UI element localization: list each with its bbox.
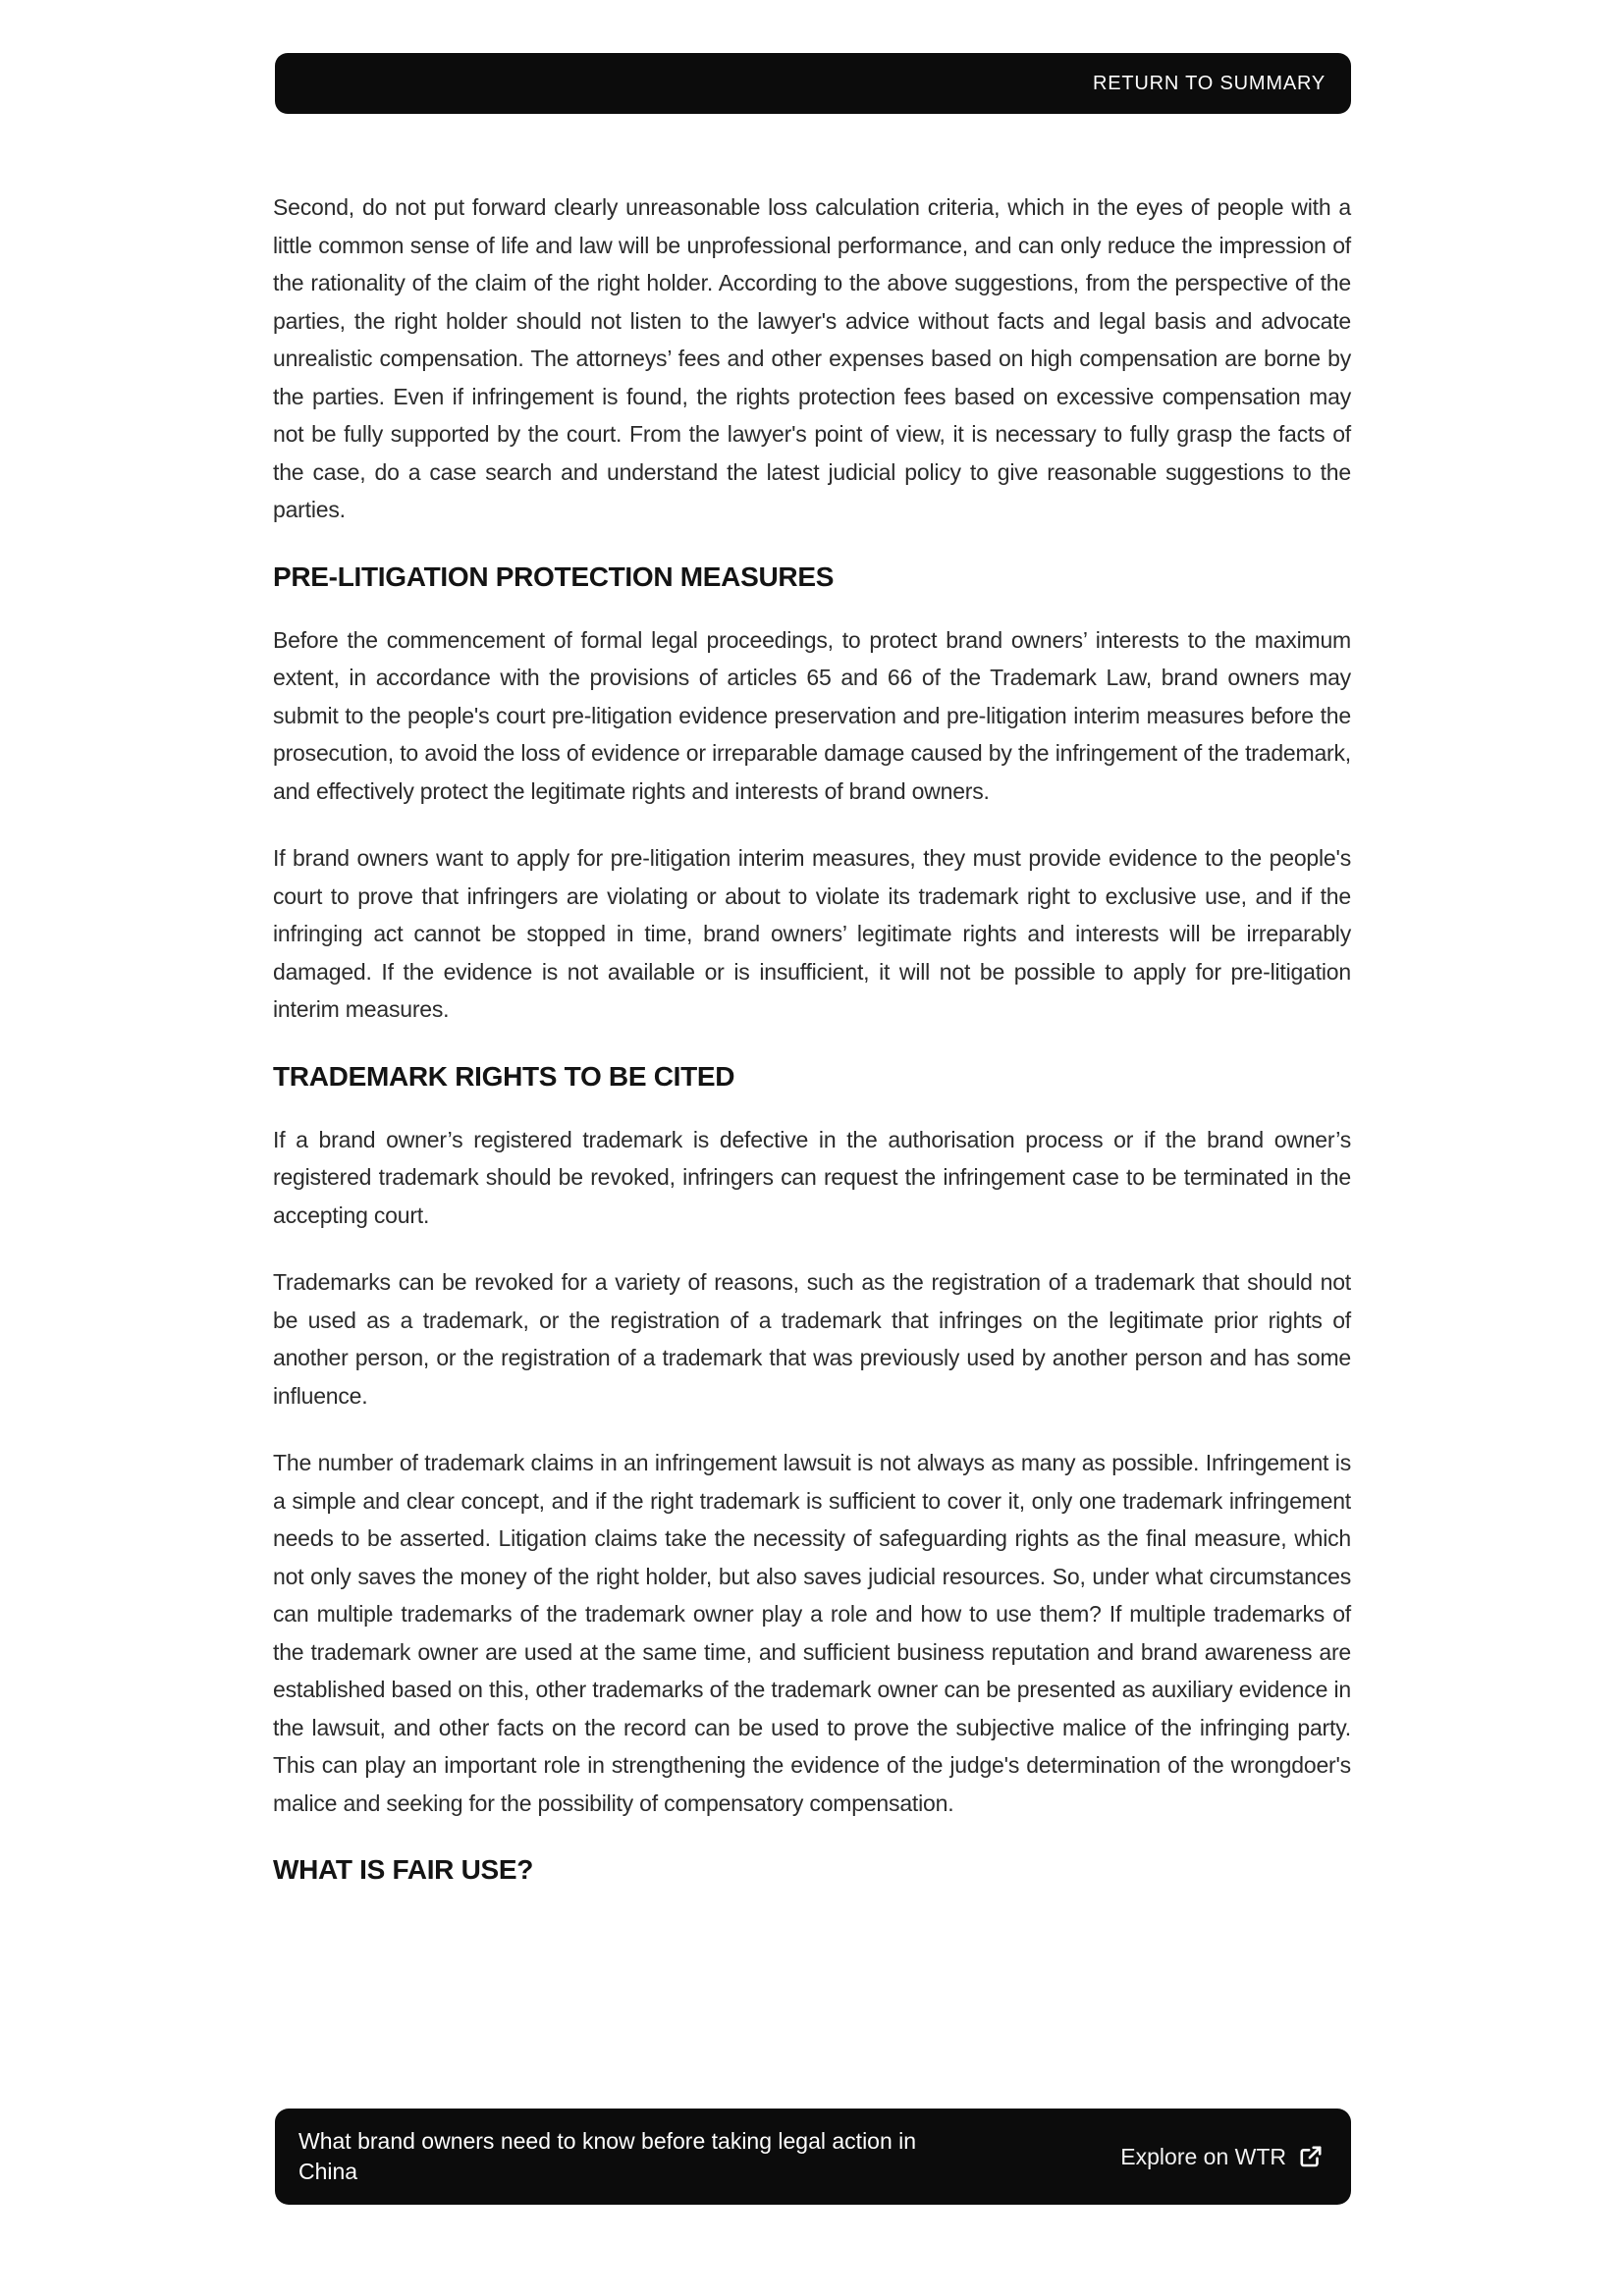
paragraph: If brand owners want to apply for pre-litigation interim measures, they must provide evidence to the people's court to prove that infringers are violating or about to violate its trademark right to exclusive use, and if the infringing act cannot be stopped in time, brand owners’ legitimate rights and interests will be irreparably damaged. If the evidence is not available or is insufficient, it will not be possible to apply for pre-litigation interim measures. bbox=[273, 845, 1351, 1022]
paragraph-intro: Second, do not put forward clearly unreasonable loss calculation criteria, which in the eyes of people with a little common sense of life and law will be unprofessional performance, and can only reduce the impression of the rationality of the claim of the right holder. According to the above suggestions, from the perspective of the parties, the right holder should not listen to the lawyer's advice without facts and legal basis and advocate unrealistic compensation. The attorneys’ fees and other expenses based on high compensation are borne by the parties. Even if infringement is found, the rights protection fees based on excessive compensation may not be fully supported by the court. From the lawyer's point of view, it is necessary to fully grasp the facts of the case, do a case search and understand the latest judicial policy to give reasonable suggestions to the parties. bbox=[273, 194, 1351, 522]
return-to-summary-link[interactable]: RETURN TO SUMMARY bbox=[1093, 72, 1326, 94]
return-to-summary-bar bbox=[275, 53, 1351, 114]
article-body bbox=[273, 188, 1351, 1914]
paragraph: Trademarks can be revoked for a variety of reasons, such as the registration of a trademark that should not be used as a trademark, or the registration of a trademark that infringes on the legitimate prior rights of another person, or the registration of a trademark that was previously used by another person and has some influence. bbox=[273, 1269, 1351, 1409]
paragraph: The number of trademark claims in an infringement lawsuit is not always as many as possible. Infringement is a simple and clear concept, and if the right trademark is sufficient to cover it, only one trademark infringement needs to be asserted. Litigation claims take the necessity of safeguarding rights as the final measure, which not only saves the money of the right holder, but also saves judicial resources. So, under what circumstances can multiple trademarks of the trademark owner play a role and how to use them? If multiple trademarks of the trademark owner are used at the same time, and sufficient business reputation and brand awareness are established based on this, other trademarks of the trademark owner can be presented as auxiliary evidence in the lawsuit, and other facts on the record can be used to prove the subjective malice of the infringing party. This can play an important role in strengthening the evidence of the judge's determination of the wrongdoer's malice and seeking for the possibility of compensatory compensation. bbox=[273, 1450, 1351, 1816]
section-heading-what-is-fair-use: WHAT IS FAIR USE? bbox=[273, 1854, 534, 1885]
section-heading-trademark-rights-to-be-cited: TRADEMARK RIGHTS TO BE CITED bbox=[273, 1060, 735, 1092]
document-title: What brand owners need to know before taking legal action in China bbox=[298, 2128, 917, 2184]
explore-link-label: Explore on WTR bbox=[1120, 2143, 1286, 2169]
external-link-icon bbox=[1298, 2144, 1324, 2169]
paragraph: If a brand owner’s registered trademark is defective in the authorisation process or if the brand owner’s registered trademark should be revoked, infringers can request the infringement case to be terminated in the accepting court. bbox=[273, 1126, 1351, 1228]
section-heading-pre-litigation-protection-measures: PRE-LITIGATION PROTECTION MEASURES bbox=[273, 561, 835, 592]
explore-on-wtr-link[interactable] bbox=[1120, 2144, 1324, 2170]
paragraph: Before the commencement of formal legal proceedings, to protect brand owners’ interests to the maximum extent, in accordance with the provisions of articles 65 and 66 of the Trademark Law, brand owners may submit to the people's court pre-litigation evidence preservation and pre-litigation interim measures before the prosecution, to avoid the loss of evidence or irreparable damage caused by the infringement of the trademark, and effectively protect the legitimate rights and interests of brand owners. bbox=[273, 626, 1351, 804]
footer-bar bbox=[275, 2109, 1351, 2205]
